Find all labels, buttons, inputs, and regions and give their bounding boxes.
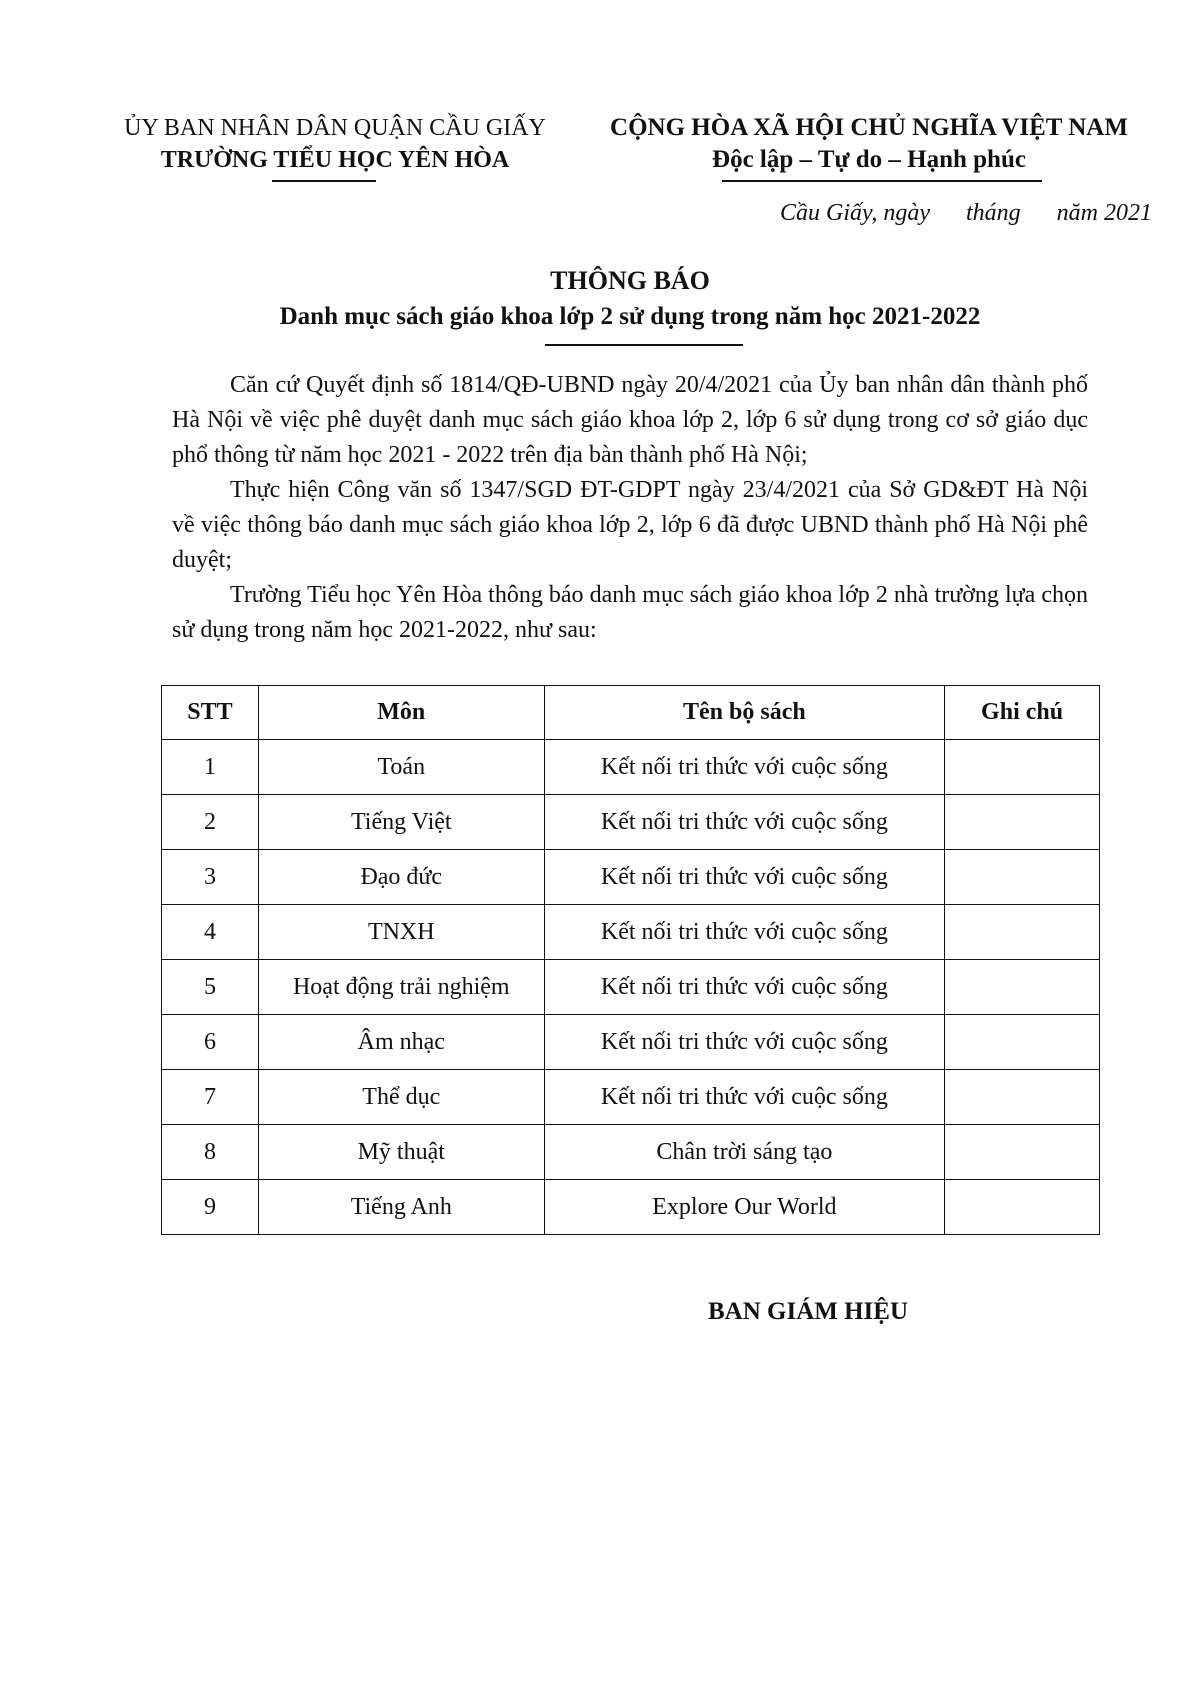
motto-underline [722, 180, 1042, 182]
national-header [588, 112, 1150, 176]
national-motto: Độc lập – Tự do – Hạnh phúc [712, 146, 1026, 173]
cell-subject: Toán [258, 740, 544, 795]
cell-book-set: Chân trời sáng tạo [544, 1125, 945, 1180]
paragraph-implementation: Thực hiện Công văn số 1347/SGD ĐT-GDPT ngày 23/4/2021 của Sở GD&ĐT Hà Nội về việc thông báo danh mục sách giáo khoa lớp 2, lớp 6 đã được UBND thành phố Hà Nội phê duyệt; [172, 477, 1088, 573]
cell-note [945, 850, 1100, 905]
cell-book-set: Kết nối tri thức với cuộc sống [544, 795, 945, 850]
cell-subject: Tiếng Việt [258, 795, 544, 850]
cell-stt: 7 [162, 1070, 259, 1125]
paragraph-basis-decision: Căn cứ Quyết định số 1814/QĐ-UBND ngày 20/4/2021 của Ủy ban nhân dân thành phố Hà Nội về việc phê duyệt danh mục sách giáo khoa lớp 2, lớp 6 sử dụng trong cơ sở giáo dục phổ thông từ năm học 2021 - 2022 trên địa bàn thành phố Hà Nội; [172, 372, 1088, 468]
cell-subject: Mỹ thuật [258, 1125, 544, 1180]
national-name: CỘNG HÒA XÃ HỘI CHỦ NGHĨA VIỆT NAM [610, 114, 1128, 141]
table-row [162, 1070, 1100, 1125]
cell-subject: Hoạt động trải nghiệm [258, 960, 544, 1015]
cell-note [945, 795, 1100, 850]
title-underline [545, 344, 743, 346]
cell-subject: Đạo đức [258, 850, 544, 905]
cell-note [945, 1015, 1100, 1070]
cell-note [945, 1180, 1100, 1235]
cell-stt: 9 [162, 1180, 259, 1235]
cell-stt: 1 [162, 740, 259, 795]
cell-book-set: Kết nối tri thức với cuộc sống [544, 740, 945, 795]
cell-book-set: Explore Our World [544, 1180, 945, 1235]
table-row [162, 905, 1100, 960]
table-row [162, 740, 1100, 795]
header-note: Ghi chú [945, 686, 1100, 740]
textbook-table [161, 685, 1100, 1235]
header-book-set: Tên bộ sách [544, 686, 945, 740]
issuer-header [100, 112, 570, 176]
table-row [162, 795, 1100, 850]
cell-note [945, 1070, 1100, 1125]
cell-subject: Âm nhạc [258, 1015, 544, 1070]
table-row [162, 960, 1100, 1015]
cell-book-set: Kết nối tri thức với cuộc sống [544, 1070, 945, 1125]
cell-book-set: Kết nối tri thức với cuộc sống [544, 1015, 945, 1070]
cell-subject: Tiếng Anh [258, 1180, 544, 1235]
signature-block: BAN GIÁM HIỆU [708, 1298, 909, 1325]
cell-stt: 2 [162, 795, 259, 850]
page-title: THÔNG BÁO [550, 266, 710, 295]
cell-stt: 5 [162, 960, 259, 1015]
page-subtitle: Danh mục sách giáo khoa lớp 2 sử dụng trong năm học 2021-2022 [279, 303, 981, 330]
cell-stt: 4 [162, 905, 259, 960]
cell-book-set: Kết nối tri thức với cuộc sống [544, 850, 945, 905]
cell-stt: 6 [162, 1015, 259, 1070]
table-row [162, 1125, 1100, 1180]
cell-stt: 8 [162, 1125, 259, 1180]
cell-note [945, 1125, 1100, 1180]
cell-note [945, 740, 1100, 795]
issuer-school: TRƯỜNG TIỂU HỌC YÊN HÒA [160, 147, 510, 173]
body-text [172, 368, 1088, 648]
table-row [162, 1015, 1100, 1070]
header-stt: STT [162, 686, 259, 740]
cell-book-set: Kết nối tri thức với cuộc sống [544, 960, 945, 1015]
cell-subject: Thể dục [258, 1070, 544, 1125]
cell-note [945, 960, 1100, 1015]
header-subject: Môn [258, 686, 544, 740]
issuer-underline [272, 180, 376, 182]
table-row [162, 1180, 1100, 1235]
table-header-row [162, 686, 1100, 740]
table-row [162, 850, 1100, 905]
issuer-authority: ỦY BAN NHÂN DÂN QUẬN CẦU GIẤY [124, 115, 546, 141]
cell-subject: TNXH [258, 905, 544, 960]
cell-note [945, 905, 1100, 960]
cell-stt: 3 [162, 850, 259, 905]
cell-book-set: Kết nối tri thức với cuộc sống [544, 905, 945, 960]
date-line: Cầu Giấy, ngày tháng năm 2021 [780, 200, 1152, 226]
paragraph-announcement: Trường Tiểu học Yên Hòa thông báo danh mục sách giáo khoa lớp 2 nhà trường lựa chọn sử dụng trong năm học 2021-2022, như sau: [172, 582, 1088, 643]
